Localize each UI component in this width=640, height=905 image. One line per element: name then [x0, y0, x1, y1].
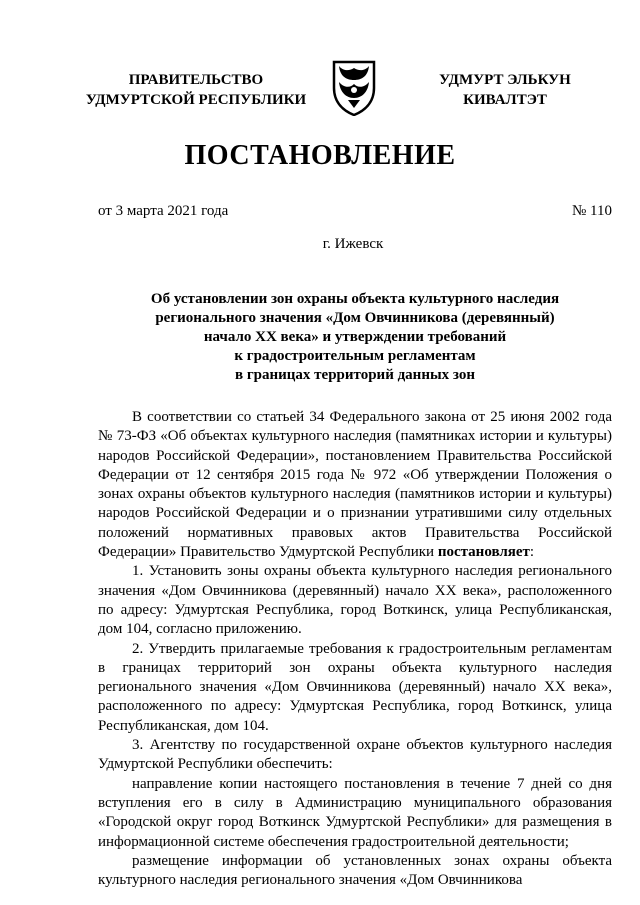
paragraph-3: 3. Агентству по государственной охране объектов культурного наследия Удмуртской Республики обеспечить: [98, 737, 612, 773]
government-name-udmurt [430, 70, 580, 110]
subject-line: начало XX века» и утверждении требований [203, 329, 507, 345]
document-number: № 110 [571, 203, 612, 219]
document-city: г. Ижевск [322, 236, 384, 252]
document-subject [120, 290, 590, 385]
subject-line: регионального значения «Дом Овчинникова (деревянный) [155, 310, 555, 326]
subject-line: к градостроительным регламентам [234, 348, 476, 364]
subject-line: в границах территорий данных зон [235, 367, 475, 383]
government-name-russian [80, 70, 312, 110]
document-body [98, 408, 612, 890]
subject-line: Об установлении зон охраны объекта культурного наследия [150, 291, 560, 307]
document-date: от 3 марта 2021 года [98, 203, 229, 219]
udmurt-coat-of-arms-icon [330, 58, 378, 116]
paragraph-3-item-a: направление копии настоящего постановления в течение 7 дней со дня вступления его в силу в Администрацию муниципального образования «Городской округ город Воткинск Удмуртской Республики» для размещения в информационной системе обеспечения градостроительной деятельности; [98, 775, 612, 850]
document-header [0, 58, 640, 118]
preamble-paragraph [98, 408, 612, 562]
paragraph-2: 2. Утвердить прилагаемые требования к градостроительным регламентам в границах территорий зон охраны объекта культурного наследия регионального значения «Дом Овчинникова (деревянный) начало XX века», расположенного по адресу: Удмуртская Республика, город Воткинск, улица Республиканская, дом 104. [98, 640, 612, 734]
paragraph-3-item-b: размещение информации об установленных зонах охраны объекта культурного наследия регионального значения «Дом Овчинникова [98, 852, 612, 889]
header-left-line2: УДМУРТСКОЙ РЕСПУБЛИКИ [85, 92, 307, 108]
preamble-decree-word: постановляет [437, 544, 530, 561]
preamble-text: В соответствии со статьей 34 Федерального закона от 25 июня 2002 года № 73-ФЗ «Об объектах культурного наследия (памятниках истории и культуры) народов Российской Федерации», постановлением Правительства Российской Федерации от 12 сентября 2015 года № 972 «Об утверждении Положения о зонах охраны объектов культурного наследия (памятников истории и культуры) народов Российской Федерации и о признании утратившими силу отдельных положений нормативных правовых актов Правительства Российской Федерации» Правительство Удмуртской Республики [98, 409, 612, 561]
document-title: ПОСТАНОВЛЕНИЕ [184, 140, 456, 171]
paragraph-1: 1. Установить зоны охраны объекта культурного наследия регионального значения «Дом Овчинникова (деревянный) начало XX века», расположенного по адресу: Удмуртская Республика, город Воткинск, улица Республиканская, дом 104, согласно приложению. [98, 563, 612, 638]
header-left-line1: ПРАВИТЕЛЬСТВО [128, 72, 264, 88]
preamble-colon: : [529, 544, 535, 561]
header-right-line2: КИВАЛТЭТ [463, 92, 547, 108]
header-right-line1: УДМУРТ ЭЛЬКУН [439, 72, 571, 88]
